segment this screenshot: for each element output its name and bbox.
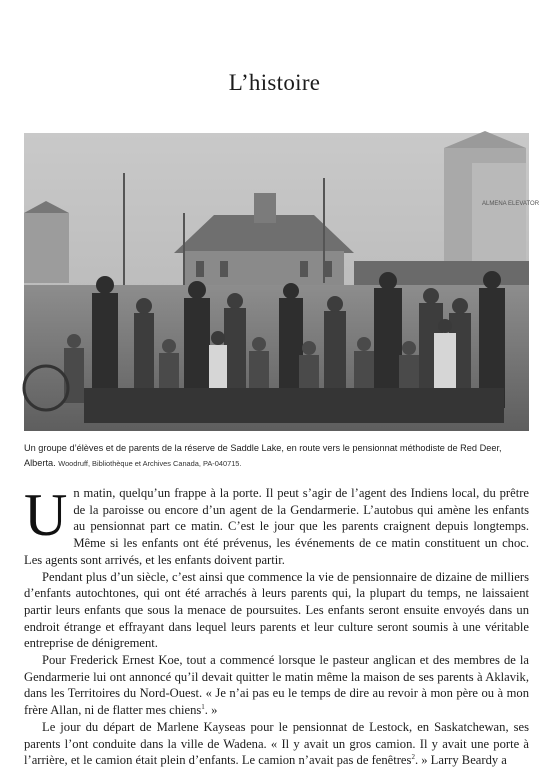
photo-illustration (24, 133, 540, 431)
paragraph-2: Pendant plus d’un siècle, c’est ainsi que commence la vie de pensionnaire de dizaine de milliers d’enfants autochtones, qui ont été arrachés à leurs parents qui, la plupart du temps, ne laissaient partir leurs enfants que sous la menace de poursuites. Les enfants seront ensuite envoyés dans un endroit étrange et effrayant dans lequel leurs parents et leur culture seront soumis à une véritable entreprise de dénigrement. (24, 569, 529, 651)
caption-text: Un groupe d’élèves et de parents de la réserve de Saddle Lake, en route vers le pensionnat méthodiste de Red Deer, Alberta. (24, 443, 502, 468)
paragraph-4-end: . » Larry Beardy a (414, 753, 507, 768)
paragraph-4 (24, 719, 529, 769)
footnote-ref-1[interactable]: 1 (201, 702, 205, 711)
paragraph-1 (24, 482, 529, 569)
page-title: L’histoire (228, 70, 321, 95)
paragraph-3-text: Pour Frederick Ernest Koe, tout a commencé lorsque le pasteur anglican et des membres de la Gendarmerie lui ont annoncé qu’il devait quitter le matin même la maison de ses parents à Aklavik, dans les Territoires du Nord-Ouest. « Je n’ai pas eu le temps de dire au revoir à mon père ou à mon frère Allan, ni de flatter mes chiens (24, 653, 529, 718)
photo-credit: Woodruff, Bibliothèque et Archives Canada, PA-040715. (58, 459, 242, 468)
paragraph-3-end: . » (204, 703, 218, 718)
paragraph-1-text: n matin, quelqu’un frappe à la porte. Il peut s’agir de l’agent des Indiens local, du prêtre de la paroisse ou encore d’un agent de la Gendarmerie. L’autobus qui amène les enfants au pensionnat part ce matin. C’est le jour que les parents craignent depuis longtemps. Même si les enfants ont été prévenus, les événements de ce matin constituent un choc. Les agents sont arrivés, et les enfants doivent partir. (24, 486, 529, 567)
drop-cap: U (24, 482, 68, 548)
left-shed (24, 201, 69, 283)
figure-caption (24, 441, 529, 471)
paragraph-4-text: Le jour du départ de Marlene Kayseas pour le pensionnat de Lestock, en Saskatchewan, ses parents l’ont conduite dans la ville de Wadena. « Il y avait un gros camion. Il y avait une porte à l’arrière, et le camion était plein d’enfants. Le camion n’avait pas de fenêtres (24, 719, 529, 768)
footnote-ref-2[interactable]: 2 (411, 753, 415, 762)
elevator-sign: ALMENA ELEVATOR (482, 201, 540, 207)
paragraph-3 (24, 652, 529, 719)
article-body (24, 482, 529, 769)
historical-photograph (24, 133, 540, 431)
